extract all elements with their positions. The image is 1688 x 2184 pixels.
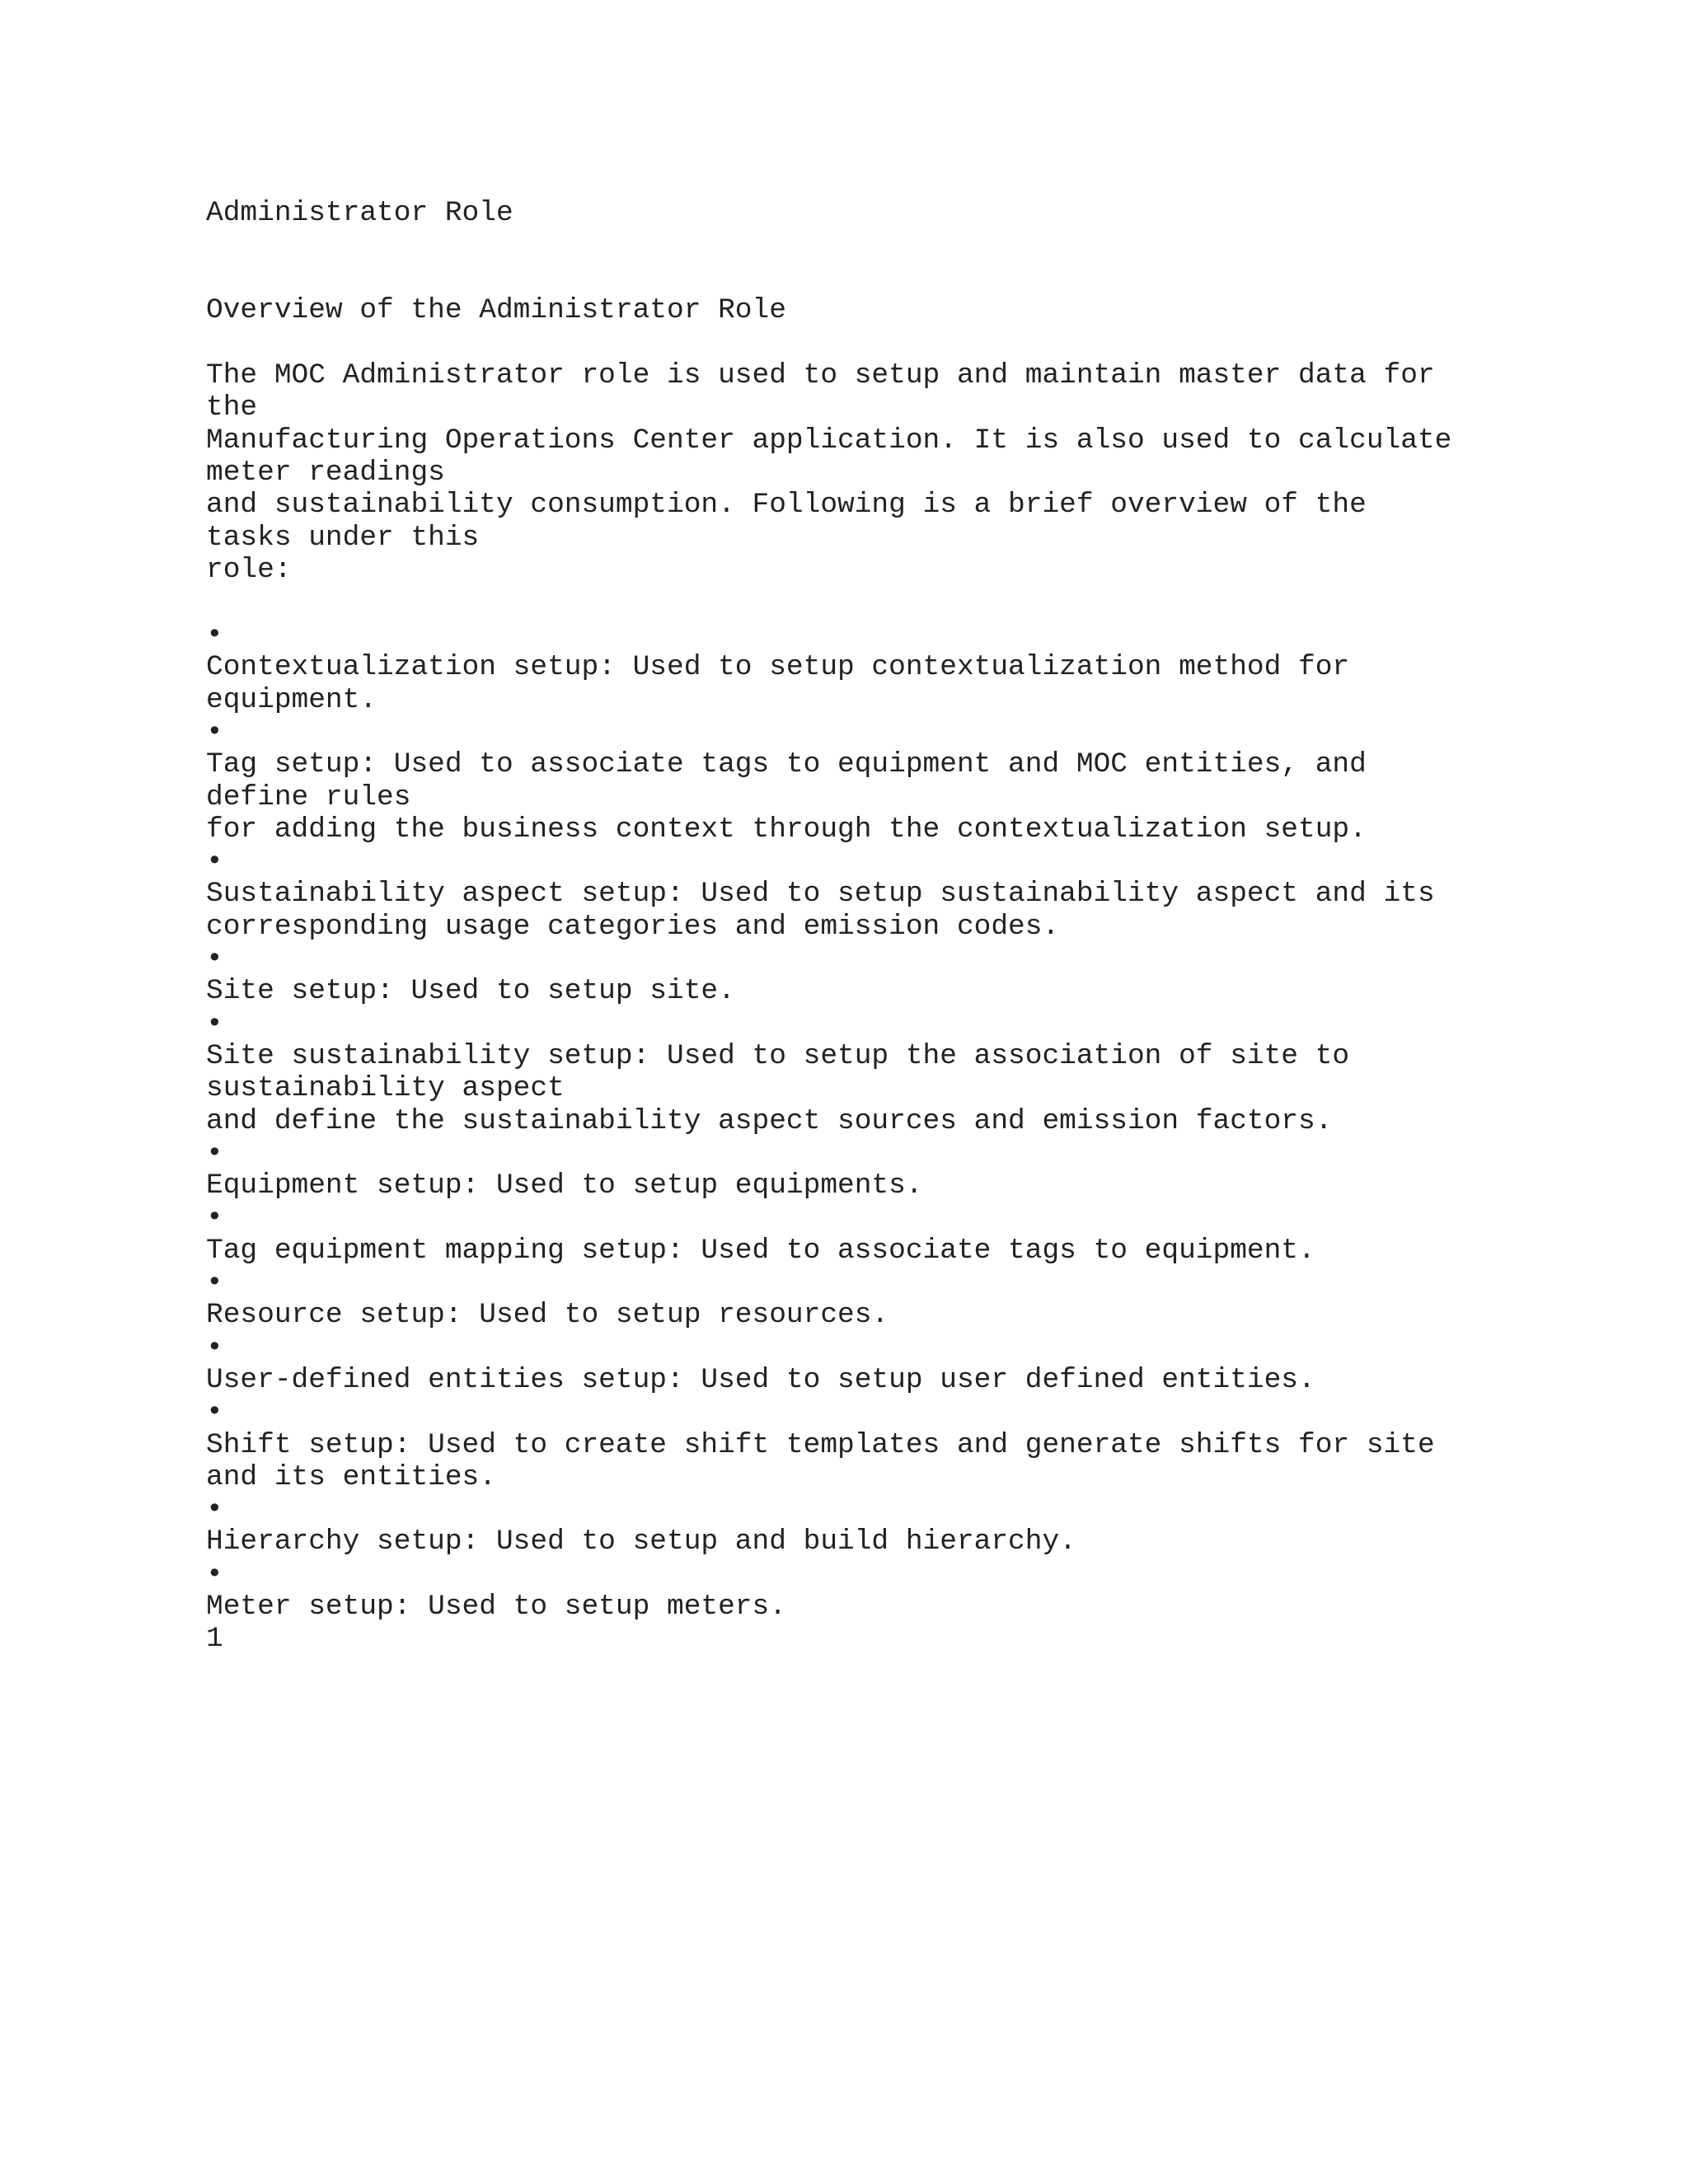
list-item-text: Tag setup: Used to associate tags to equipment and MOC entities, and [206, 748, 1367, 781]
intro-line: role: [206, 553, 292, 586]
bullet-glyph: • [206, 715, 223, 748]
list-item-text: Equipment setup: Used to setup equipments. [206, 1169, 923, 1202]
bullet-glyph: • [206, 1493, 223, 1526]
list-item-text: corresponding usage categories and emission codes. [206, 910, 1060, 943]
list-item-text: Contextualization setup: Used to setup contextualization method for [206, 651, 1350, 684]
bullet-glyph: • [206, 619, 223, 651]
list-item-text: define rules [206, 780, 411, 813]
list-item-text: Hierarchy setup: Used to setup and build hierarchy. [206, 1526, 1076, 1558]
intro-line: and sustainability consumption. Following is a brief overview of the [206, 489, 1367, 522]
list-item-text: Shift setup: Used to create shift templates and generate shifts for site [206, 1428, 1435, 1461]
list-item-text: Site sustainability setup: Used to setup the association of site to [206, 1039, 1350, 1072]
list-item-text: for adding the business context through the contextualization setup. [206, 813, 1367, 846]
list-item-text: Sustainability aspect setup: Used to setup sustainability aspect and its [206, 878, 1435, 911]
intro-line: Manufacturing Operations Center application. It is also used to calculate [206, 424, 1452, 457]
intro-line: The MOC Administrator role is used to setup and maintain master data for [206, 359, 1435, 391]
bullet-glyph: • [206, 1137, 223, 1169]
document-title: Administrator Role [206, 197, 513, 229]
page-number: 1 [206, 1623, 223, 1656]
list-item-text: User-defined entities setup: Used to setup user defined entities. [206, 1363, 1315, 1396]
bullet-glyph: • [206, 1558, 223, 1591]
intro-line: tasks under this [206, 521, 480, 554]
bullet-glyph: • [206, 1396, 223, 1429]
intro-line: the [206, 391, 258, 424]
bullet-glyph: • [206, 846, 223, 879]
list-item-text: equipment. [206, 683, 377, 716]
list-item-text: Meter setup: Used to setup meters. [206, 1591, 786, 1623]
bullet-glyph: • [206, 1267, 223, 1299]
list-item-text: sustainability aspect [206, 1072, 565, 1105]
list-item-text: Resource setup: Used to setup resources. [206, 1299, 889, 1332]
list-item-text: and its entities. [206, 1460, 496, 1493]
bullet-glyph: • [206, 1202, 223, 1235]
list-item-text: and define the sustainability aspect sources and emission factors. [206, 1104, 1333, 1137]
bullet-glyph: • [206, 1007, 223, 1040]
intro-line: meter readings [206, 456, 445, 489]
bullet-glyph: • [206, 1331, 223, 1364]
list-item-text: Site setup: Used to setup site. [206, 975, 735, 1008]
section-heading: Overview of the Administrator Role [206, 294, 786, 326]
bullet-glyph: • [206, 943, 223, 975]
list-item-text: Tag equipment mapping setup: Used to associate tags to equipment. [206, 1234, 1315, 1267]
